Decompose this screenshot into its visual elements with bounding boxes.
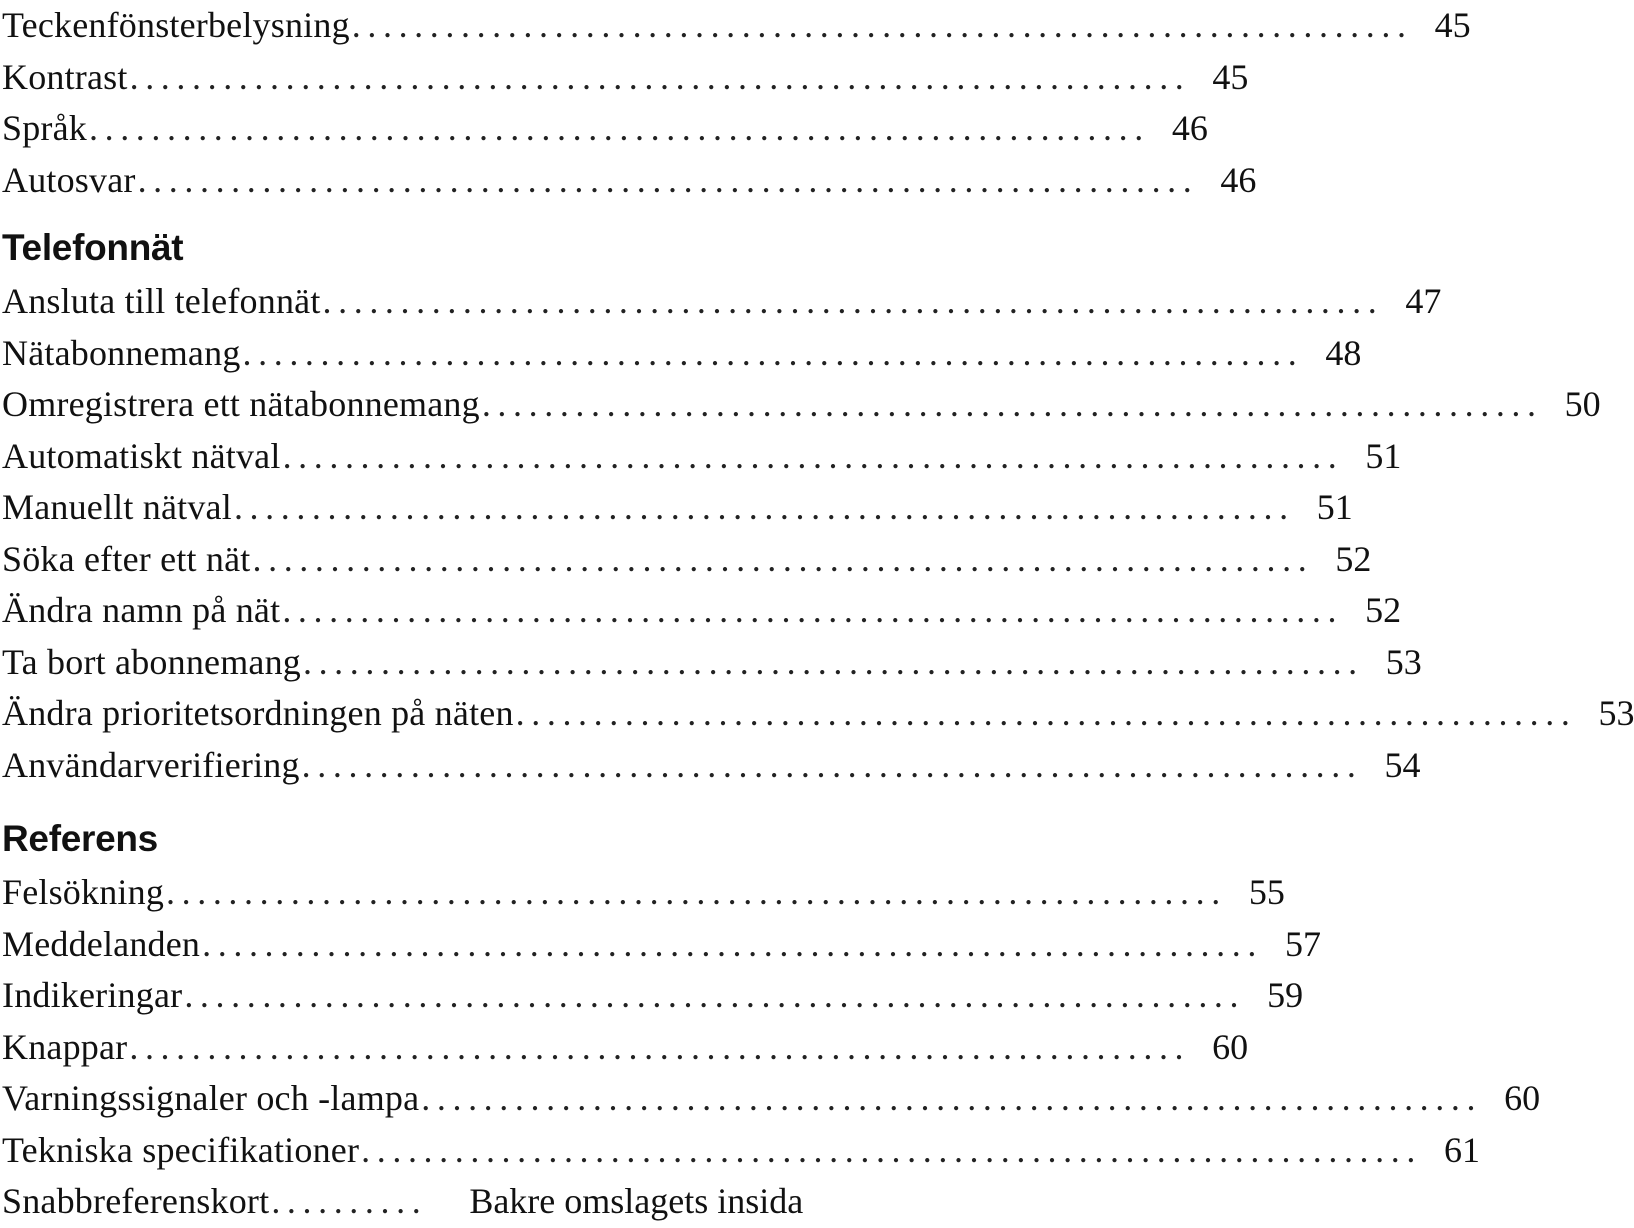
dot-leader: .................................................................... (282, 590, 1344, 630)
dot-leader: .................................................................... (302, 641, 1364, 682)
dot-leader: .................................................................... (129, 1026, 1191, 1067)
toc-entry-title: Användarverifiering (2, 744, 300, 785)
toc-entry-title: Snabbreferenskort (2, 1181, 270, 1221)
toc-entry-title: Tekniska specifikationer (2, 1129, 360, 1170)
toc-entry[interactable] (2, 155, 1257, 207)
toc-entry-page: 46 (1171, 108, 1208, 148)
toc-entry-page: 53 (1598, 693, 1634, 733)
toc-entry-title: Nätabonnemang (2, 332, 241, 373)
dot-leader: .................................................................... (202, 923, 1263, 964)
dot-leader: .................................................................... (129, 56, 1191, 97)
toc-entry[interactable] (2, 637, 1422, 689)
toc-entry-title: Felsökning (2, 872, 165, 912)
toc-entry-page: 48 (1325, 332, 1362, 373)
dot-leader: .................................................................... (421, 1078, 1483, 1118)
toc-entry[interactable] (2, 867, 1285, 919)
toc-entry-page: 54 (1384, 744, 1421, 785)
dot-leader: .................................................................... (515, 693, 1577, 733)
toc-entry-page: 60 (1504, 1078, 1541, 1118)
toc-entry-page: 61 (1443, 1129, 1480, 1170)
section-heading-referens: Referens (2, 818, 158, 859)
dot-leader: .................................................................... (89, 108, 1150, 148)
dot-leader: .................................................................... (481, 384, 1543, 424)
toc-entry[interactable] (2, 328, 1362, 380)
toc-entry[interactable] (2, 379, 1601, 431)
dot-leader: .................................................................... (137, 159, 1199, 200)
toc-entry-page: 51 (1316, 487, 1353, 527)
toc-entry-page: 47 (1405, 281, 1442, 321)
toc-entry-page: 51 (1365, 435, 1402, 476)
dot-leader: .................................................................... (166, 872, 1227, 912)
toc-entry-title: Ta bort abonnemang (2, 641, 301, 682)
toc-entry[interactable] (2, 482, 1353, 534)
toc-entry[interactable] (2, 1022, 1249, 1074)
toc-entry-title: Manuellt nätval (2, 487, 232, 527)
toc-entry[interactable] (2, 1125, 1480, 1177)
toc-entry-page: Bakre omslagets insida (469, 1181, 804, 1221)
toc-entry-page: 53 (1385, 641, 1422, 682)
toc-entry[interactable] (2, 585, 1402, 637)
toc-entry-title: Ansluta till telefonnät (2, 281, 321, 321)
toc-entry[interactable] (2, 970, 1304, 1022)
dot-leader: .................................................................... (233, 487, 1295, 527)
dot-leader: .......... (271, 1181, 428, 1221)
dot-leader: .................................................................... (184, 975, 1246, 1015)
toc-entry-page: 60 (1212, 1026, 1249, 1067)
section-heading-telefonnat: Telefonnät (2, 227, 184, 268)
toc-entry-title: Språk (2, 108, 87, 148)
toc-entry-title: Indikeringar (2, 975, 183, 1015)
toc-entry[interactable] (2, 688, 1634, 740)
toc-entry-title: Kontrast (2, 56, 128, 97)
toc-entry-title: Automatiskt nätval (2, 435, 281, 476)
toc-entry-title: Teckenfönsterbelysning (2, 5, 350, 45)
toc-entry[interactable] (2, 534, 1372, 586)
toc-entry-title: Ändra namn på nät (2, 590, 281, 630)
toc-entry-page: 46 (1220, 159, 1257, 200)
dot-leader: .................................................................... (322, 281, 1384, 321)
toc-entry-page: 57 (1284, 923, 1321, 964)
toc-entry-page: 59 (1267, 975, 1304, 1015)
toc-entry[interactable] (2, 1073, 1541, 1125)
toc-entry[interactable] (2, 0, 1471, 52)
dot-leader: .................................................................... (301, 744, 1363, 785)
toc-entry-page: 55 (1248, 872, 1285, 912)
toc-entry[interactable] (2, 103, 1208, 155)
toc-entry-title: Meddelanden (2, 923, 201, 964)
toc-entry[interactable] (2, 919, 1321, 971)
toc-entry[interactable] (2, 740, 1421, 792)
toc-entry-page: 45 (1434, 5, 1471, 45)
toc-entry-title: Varningssignaler och -lampa (2, 1078, 420, 1118)
toc-entry-page: 50 (1564, 384, 1601, 424)
toc-entry-title: Knappar (2, 1026, 128, 1067)
toc-entry-title: Ändra prioritetsordningen på näten (2, 693, 514, 733)
dot-leader: .................................................................... (242, 332, 1304, 373)
dot-leader: .................................................................... (351, 5, 1413, 45)
toc-entry-page: 52 (1335, 538, 1372, 579)
toc-entry-title: Omregistrera ett nätabonnemang (2, 384, 480, 424)
toc-entry[interactable] (2, 1176, 960, 1228)
toc-entry-title: Autosvar (2, 159, 136, 200)
toc-entry-page: 45 (1212, 56, 1249, 97)
dot-leader: .................................................................... (361, 1129, 1422, 1170)
toc-entry[interactable] (2, 276, 1442, 328)
dot-leader: .................................................................... (282, 435, 1344, 476)
toc-entry-page: 52 (1365, 590, 1402, 630)
table-of-contents (2, 0, 1634, 1228)
toc-entry-title: Söka efter ett nät (2, 538, 251, 579)
dot-leader: .................................................................... (252, 538, 1314, 579)
toc-entry[interactable] (2, 431, 1402, 483)
toc-entry[interactable] (2, 52, 1249, 104)
